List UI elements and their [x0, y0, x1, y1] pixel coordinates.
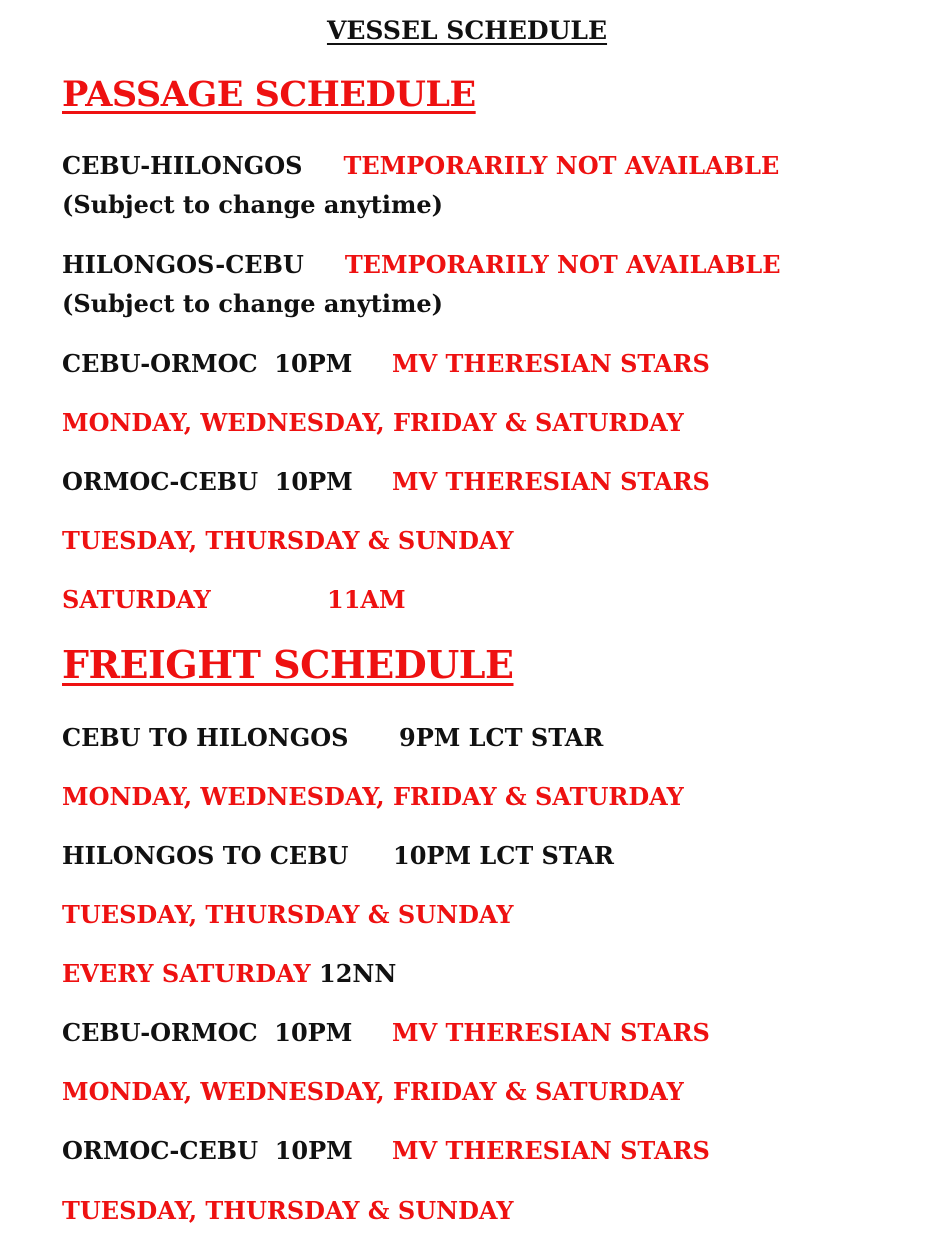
freight-cebu-to-hilongos-days: MONDAY, WEDNESDAY, FRIDAY & SATURDAY — [62, 782, 684, 811]
passage-saturday-trip — [62, 580, 882, 619]
document-title: VESSEL SCHEDULE — [326, 16, 608, 45]
route-label: ORMOC-CEBU 10PM — [62, 467, 353, 496]
availability-status: TEMPORARILY NOT AVAILABLE — [344, 250, 781, 279]
freight-hilongos-to-cebu-days: TUESDAY, THURSDAY & SUNDAY — [62, 900, 514, 929]
passage-ormoc-cebu-days: TUESDAY, THURSDAY & SUNDAY — [62, 526, 514, 555]
freight-cebu-ormoc-days: MONDAY, WEDNESDAY, FRIDAY & SATURDAY — [62, 1077, 684, 1106]
passage-cebu-ormoc-days: MONDAY, WEDNESDAY, FRIDAY & SATURDAY — [62, 408, 684, 437]
freight-ormoc-cebu-days: TUESDAY, THURSDAY & SUNDAY — [62, 1196, 514, 1225]
vessel-name: MV THERESIAN STARS — [392, 349, 710, 378]
passage-cebu-ormoc — [62, 344, 882, 383]
route-label: CEBU TO HILONGOS — [62, 723, 349, 752]
freight-schedule-heading: FREIGHT SCHEDULE — [62, 642, 514, 687]
freight-saturday-trip — [62, 954, 396, 993]
route-label: ORMOC-CEBU 10PM — [62, 1136, 353, 1165]
extra-day: EVERY SATURDAY — [62, 959, 311, 988]
extra-time: 12NN — [319, 959, 397, 988]
availability-note: (Subject to change anytime) — [62, 190, 444, 219]
route-label: CEBU-ORMOC 10PM — [62, 1018, 353, 1047]
vessel-name: MV THERESIAN STARS — [392, 1018, 710, 1047]
extra-day: SATURDAY — [62, 585, 211, 614]
passage-hilongos-cebu — [62, 245, 882, 323]
vessel-name: MV THERESIAN STARS — [392, 467, 710, 496]
passage-ormoc-cebu — [62, 462, 882, 501]
freight-hilongos-to-cebu — [62, 836, 882, 875]
route-label: HILONGOS-CEBU — [62, 250, 304, 279]
extra-time: 11AM — [327, 585, 406, 614]
availability-status: TEMPORARILY NOT AVAILABLE — [343, 151, 780, 180]
time-vessel: 9PM LCT STAR — [399, 723, 604, 752]
route-label: CEBU-ORMOC 10PM — [62, 349, 353, 378]
route-label: CEBU-HILONGOS — [62, 151, 303, 180]
freight-cebu-to-hilongos — [62, 718, 882, 757]
time-vessel: 10PM LCT STAR — [393, 841, 615, 870]
route-label: HILONGOS TO CEBU — [62, 841, 349, 870]
vessel-name: MV THERESIAN STARS — [392, 1136, 710, 1165]
freight-cebu-ormoc — [62, 1013, 882, 1052]
freight-ormoc-cebu — [62, 1131, 882, 1170]
passage-cebu-hilongos — [62, 146, 882, 224]
availability-note: (Subject to change anytime) — [62, 289, 444, 318]
passage-schedule-heading: PASSAGE SCHEDULE — [62, 74, 476, 115]
